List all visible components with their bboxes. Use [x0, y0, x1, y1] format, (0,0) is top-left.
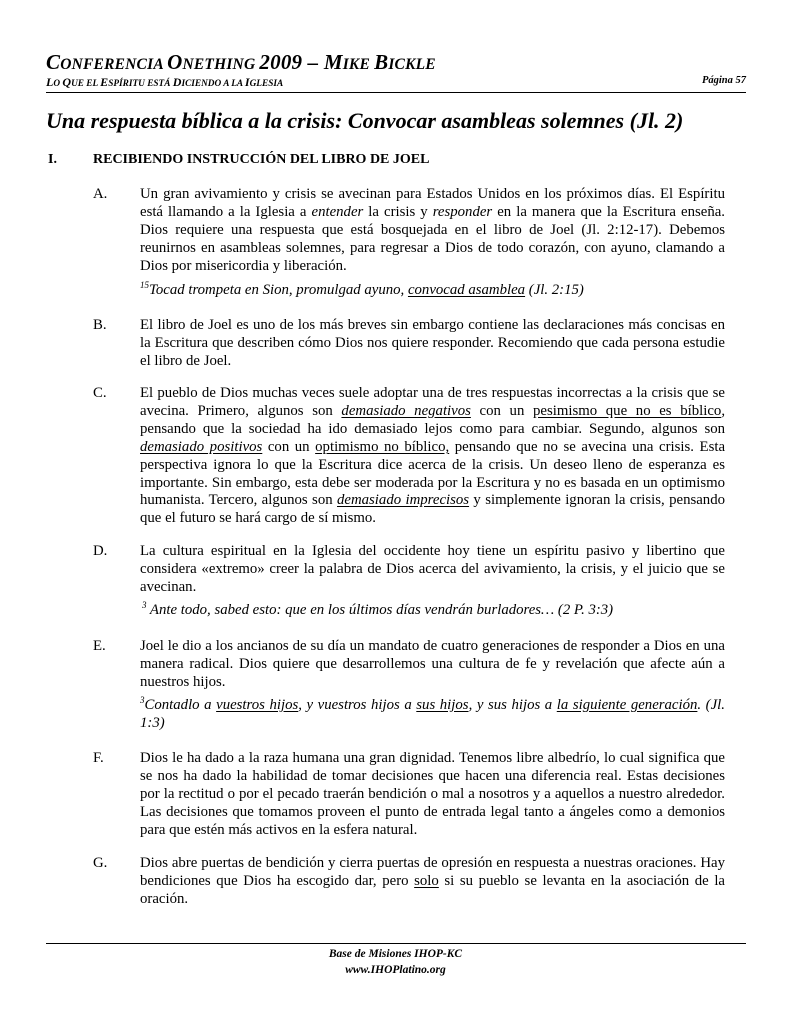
paragraph-b: El libro de Joel es uno de los más breves sin embargo contiene las declaraciones más concisas en la Escritura que describen cómo Dios nos quiere responder. Recomiendo que cada persona estudie el libro de Joel. — [140, 317, 725, 369]
scripture-quote-a: $^{15}$Tocad trompeta en Sion, promulgad ayuno, convocad asamblea (Jl. 2:15) — [140, 280, 584, 298]
paragraph-e: Joel le dio a los ancianos de su día un mandato de cuatro generaciones de responder a Dios en una manera radical. Dios quiere que desarrollemos una cultura de fe y revelación que afecte aún a nuestros hijos. — [140, 638, 725, 690]
footer-website: www.IHOPlatino.org — [345, 964, 446, 976]
paragraph-d: La cultura espiritual en la Iglesia del occidente hoy tiene un espíritu pasivo y libertino que considera «extremo» creer la palabra de Dios acerca del avivamiento, la crisis, y el juicio que se avecinan. — [140, 543, 725, 595]
document-title: Una respuesta bíblica a la crisis: Convocar asambleas solemnes (Jl. 2) — [46, 108, 684, 133]
item-letter-b: B. — [93, 317, 107, 333]
paragraph-a: Un gran avivamiento y crisis se avecinan para Estados Unidos en los próximos días. El Espíritu está llamando a la Iglesia a entender la crisis y responder en la manera que la Escritura enseña. Dios requiere una respuesta que está bosquejada en el libro de Joel (Jl. 2:12-17). Debemos reunirnos en asambleas solemnes, para regresar a Dios de todo corazón, con ayuno, clamando a Dios por misericordia y liberación. — [140, 186, 725, 274]
footer-rule — [46, 943, 746, 944]
page-number: Página 57 — [701, 75, 746, 86]
item-letter-f: F. — [93, 750, 104, 766]
scripture-quote-d: $^3$ Ante todo, sabed esto: que en los últimos días vendrán burladores… (2 P. 3:3) — [142, 600, 614, 618]
paragraph-c: El pueblo de Dios muchas veces suele adoptar una de tres respuestas incorrectas a la crisis que se avecina. Primero, algunos son demasiado negativos con un pesimismo que no es bíblico, pensando que la sociedad ha ido demasiado lejos como para cambiar. Segundo, algunos son demasiado positivos con un optimismo no bíblico, pensando que no se avecina una crisis. Esta perspectiva ignora lo que la Escritura dice acerca de la crisis. Un deseo lleno de esperanza es importante. Sin embargo, esta debe ser moderada por la Escritura y no es basada en un optimismo humanista. Tercero, algunos son demasiado imprecisos y simplemente ignoran la crisis, pensando que el futuro se hará cargo de sí mismo. — [140, 385, 726, 527]
item-letter-e: E. — [93, 638, 106, 654]
item-letter-c: C. — [93, 385, 107, 401]
item-letter-a: A. — [93, 186, 108, 202]
header-subtitle: LO QUE EL ESPÍRITU ESTÁ DICIENDO A LA IGLESIA Página 57 — [46, 75, 746, 89]
paragraph-g: Dios abre puertas de bendición y cierra puertas de opresión en respuesta a nuestras oraciones. Hay bendiciones que Dios ha escogido dar, pero solo si su pueblo se levanta en la asociación de la oración. — [140, 855, 726, 907]
section-number: I. — [48, 152, 57, 167]
item-letter-d: D. — [93, 543, 108, 559]
header-rule — [46, 92, 746, 93]
item-letter-g: G. — [93, 855, 108, 871]
paragraph-f: Dios le ha dado a la raza humana una gran dignidad. Tenemos libre albedrío, lo cual significa que se nos ha dado la habilidad de tomar decisiones que hacen una diferencia real. Estas decisiones por la rectitud o por el pecado traerán bendición o mal a nosotros y a aquellos a nuestro alrededor. Las decisiones que tomamos proveen el punto de entrada legal tanto a ángeles como a demonios para que estén más activos en la esfera natural. — [140, 750, 725, 838]
footer-organization: Base de Misiones IHOP-KC — [328, 948, 463, 960]
header-title: CONFERENCIA ONETHING 2009 – MIKE BICKLE — [46, 50, 436, 74]
section-heading: RECIBIENDO INSTRUCCIÓN DEL LIBRO DE JOEL — [93, 152, 430, 167]
scripture-quote-e: $^3$Contadlo a vuestros hijos, y vuestros hijos a sus hijos, y sus hijos a la siguiente generación. (Jl. 1:3) — [140, 695, 725, 731]
